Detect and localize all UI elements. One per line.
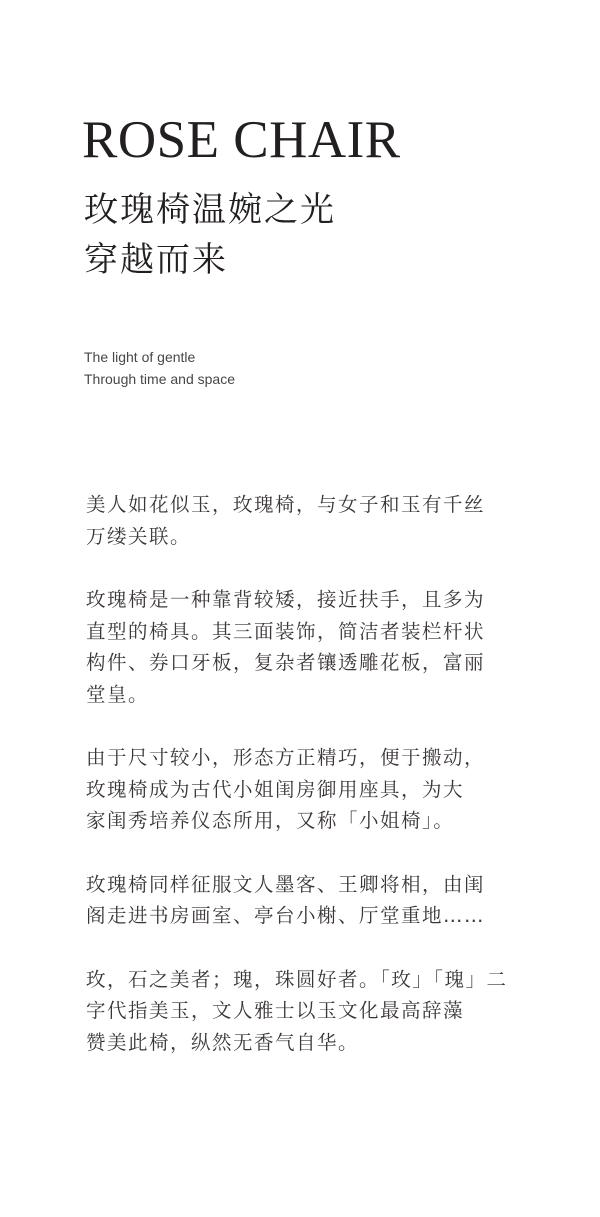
paragraph-line: 美人如花似玉，玫瑰椅，与女子和玉有千丝	[86, 493, 486, 516]
body-text	[86, 489, 526, 1090]
paragraph-line: 堂皇。	[86, 682, 150, 706]
paragraph-line: 玫瑰椅成为古代小姐闺房御用座具，为大	[86, 777, 465, 801]
chinese-subtitle	[84, 185, 336, 285]
paragraph-line: 玫瑰椅是一种靠背较矮，接近扶手，且多为	[86, 588, 486, 611]
paragraph	[86, 869, 526, 932]
paragraph-line: 字代指美玉，文人雅士以玉文化最高辞藻	[86, 999, 465, 1022]
paragraph	[86, 742, 526, 837]
paragraph-line: 玫瑰椅同样征服文人墨客、王卿将相，由闺	[86, 872, 486, 896]
paragraph-line: 玫，石之美者；瑰，珠圆好者。「玫」「瑰」二	[86, 967, 508, 991]
paragraph	[86, 964, 526, 1059]
tagline-line: Through time and space	[84, 371, 235, 387]
paragraph-line: 直型的椅具。其三面装饰，简洁者装栏杆状	[86, 619, 486, 643]
paragraph-line: 万缕关联。	[86, 524, 192, 548]
paragraph-line: 构件、券口牙板，复杂者镶透雕花板，富丽	[86, 651, 486, 674]
subtitle-line: 玫瑰椅温婉之光	[84, 190, 336, 230]
paragraph-line: 家闺秀培养仪态所用，又称「小姐椅」。	[86, 809, 455, 832]
paragraph-line: 阁走进书房画室、亭台小榭、厅堂重地……	[86, 904, 486, 927]
english-tagline	[84, 346, 235, 390]
page-title: ROSE CHAIR	[82, 111, 401, 169]
subtitle-line: 穿越而来	[84, 240, 228, 280]
paragraph-line: 赞美此椅，纵然无香气自华。	[86, 1030, 360, 1054]
paragraph	[86, 584, 526, 710]
tagline-line: The light of gentle	[84, 349, 196, 365]
paragraph-line: 由于尺寸较小，形态方正精巧，便于搬动，	[86, 746, 486, 769]
paragraph	[86, 489, 526, 552]
